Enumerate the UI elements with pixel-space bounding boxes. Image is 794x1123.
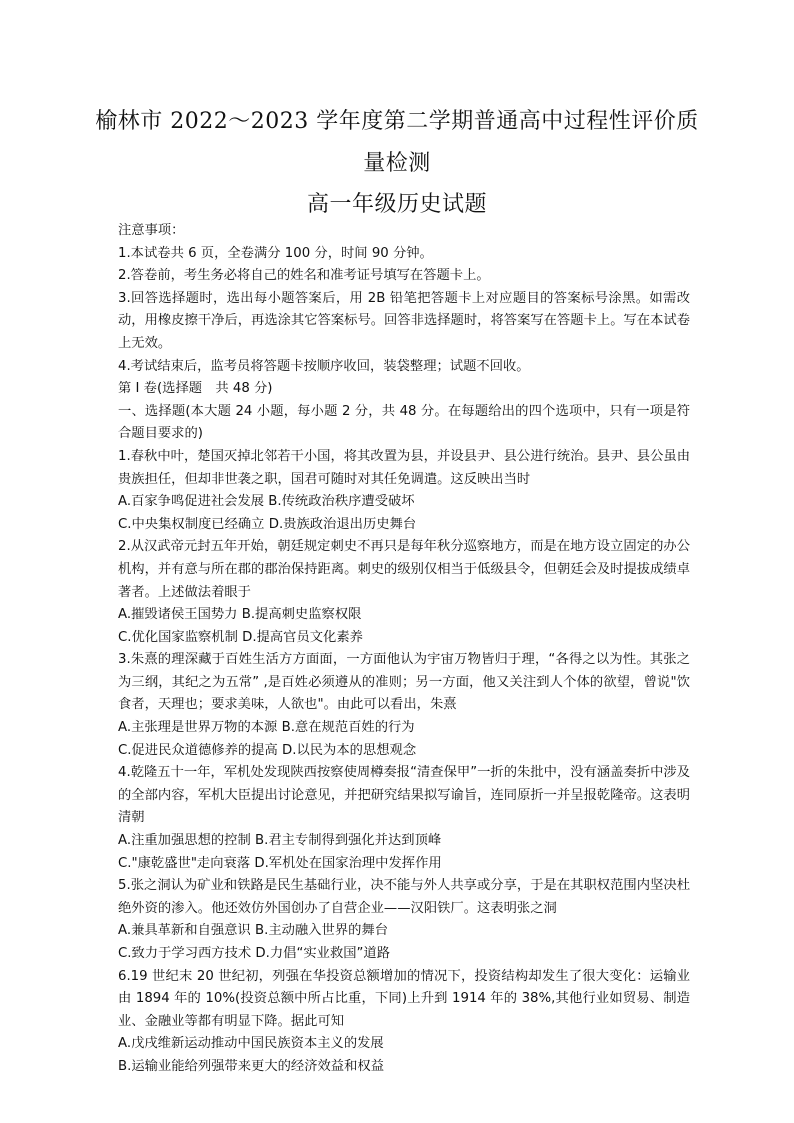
question-options: C.促进民众道德修养的提高 D.以民为本的思想观念 — [118, 742, 417, 758]
question-stem: 5.张之洞认为矿业和铁路是民生基础行业，决不能与外人共享或分享，于是在其职权范围内坚决杜绝外资的渗入。他还效仿外国创办了自营企业——汉阳铁厂。这表明张之洞 — [118, 878, 690, 916]
question-options: A.主张理是世界万物的本源 B.意在规范百姓的行为 — [118, 720, 415, 736]
section-instruction: 一、选择题(本大题 24 小题，每小题 2 分，共 48 分。在每题给出的四个选项中，只有一项是符合题目要求的) — [118, 403, 690, 442]
exam-subtitle: 高一年级历史试题 — [306, 192, 487, 217]
question-options: B.运输业能给列强带来更大的经济效益和权益 — [118, 1058, 384, 1074]
section-part-heading: 第 I 卷(选择题 共 48 分) — [118, 381, 273, 397]
question-options: C.优化国家监察机制 D.提高官员文化素养 — [118, 629, 363, 645]
question-stem: 2.从汉武帝元封五年开始，朝廷规定刺史不再只是每年秋分巡察地方，而是在地方设立固定的办公机构，并有意与所在郡的郡治保持距离。刺史的级别仅相当于低级县令，但朝廷会及时提拔成绩卓著者。上述做法着眼于 — [118, 539, 690, 600]
exam-title-line2: 量检测 — [363, 151, 431, 176]
question-options: C."康乾盛世"走向衰落 D.军机处在国家治理中发挥作用 — [118, 855, 442, 871]
question-2 — [118, 536, 690, 649]
notice-item: 1.本试卷共 6 页，全卷满分 100 分，时间 90 分钟。 — [118, 245, 433, 261]
exam-content — [118, 220, 690, 1079]
question-stem: 6.19 世纪末 20 世纪初，列强在华投资总额增加的情况下，投资结构却发生了很大变化：运输业由 1894 年的 10%(投资总额中所占比重，下同)上升到 1914 年的 38%,其他行业如贸易、制造业、金融业等都有明显下降。据此可知 — [118, 968, 690, 1029]
notice-item: 4.考试结束后，监考员将答题卡按顺序收回，装袋整理；试题不回收。 — [118, 358, 530, 374]
question-options: A.戊戌维新运动推动中国民族资本主义的发展 — [118, 1036, 384, 1052]
question-6 — [118, 966, 690, 1079]
question-options: A.注重加强思想的控制 B.君主专制得到强化并达到顶峰 — [118, 833, 442, 849]
question-3 — [118, 649, 690, 762]
exam-title-line1: 榆林市 2022～2023 学年度第二学期普通高中过程性评价质 — [95, 109, 699, 134]
question-options: C.中央集权制度已经确立 D.贵族政治退出历史舞台 — [118, 516, 417, 532]
question-stem: 1.春秋中叶，楚国灭掉北邻若干小国，将其改置为县，并设县尹、县公进行统治。县尹、县公虽由贵族担任，但却非世袭之职，国君可随时对其任免调遣。这反映出当时 — [118, 448, 690, 487]
question-options: C.致力于学习西方技术 D.力倡“实业救国”道路 — [118, 946, 391, 961]
question-4 — [118, 762, 690, 875]
question-stem: 3.朱熹的理深藏于百姓生活方方面面，一方面他认为宇宙万物皆归于理，“各得之以为性。其张之为三纲，其纪之为五常” ,是百姓必须遵从的准则；另一方面，他又关注到人个体的欲望，曾说"饮食者，天理也；要求美味，人欲也"。由此可以看出，朱熹 — [118, 652, 690, 713]
notice-item: 2.答卷前，考生务必将自己的姓名和准考证号填写在答题卡上。 — [118, 268, 490, 284]
question-stem: 4.乾隆五十一年，军机处发现陕西按察使周樽奏报“清查保甲”一折的朱批中，没有涵盖奏折中涉及的全部内容，军机大臣提出讨论意见，并把研究结果拟写谕旨，连同原折一并呈报乾隆帝。这表明清朝 — [118, 765, 690, 826]
question-5 — [118, 875, 690, 965]
question-options: A.百家争鸣促进社会发展 B.传统政治秩序遭受破坏 — [118, 494, 415, 510]
question-options: A.兼具革新和自强意识 B.主动融入世界的舞台 — [118, 923, 389, 939]
question-1 — [118, 446, 690, 536]
notice-item: 3.回答选择题时，选出每小题答案后，用 2B 铅笔把答题卡上对应题目的答案标号涂黑。如需改动，用橡皮擦干净后，再选涂其它答案标号。回答非选择题时，将答案写在答题卡上。写在本试卷上无效。 — [118, 290, 690, 351]
question-options: A.摧毁诸侯王国势力 B.提高刺史监察权限 — [118, 607, 362, 623]
notice-heading: 注意事项： — [118, 223, 185, 238]
